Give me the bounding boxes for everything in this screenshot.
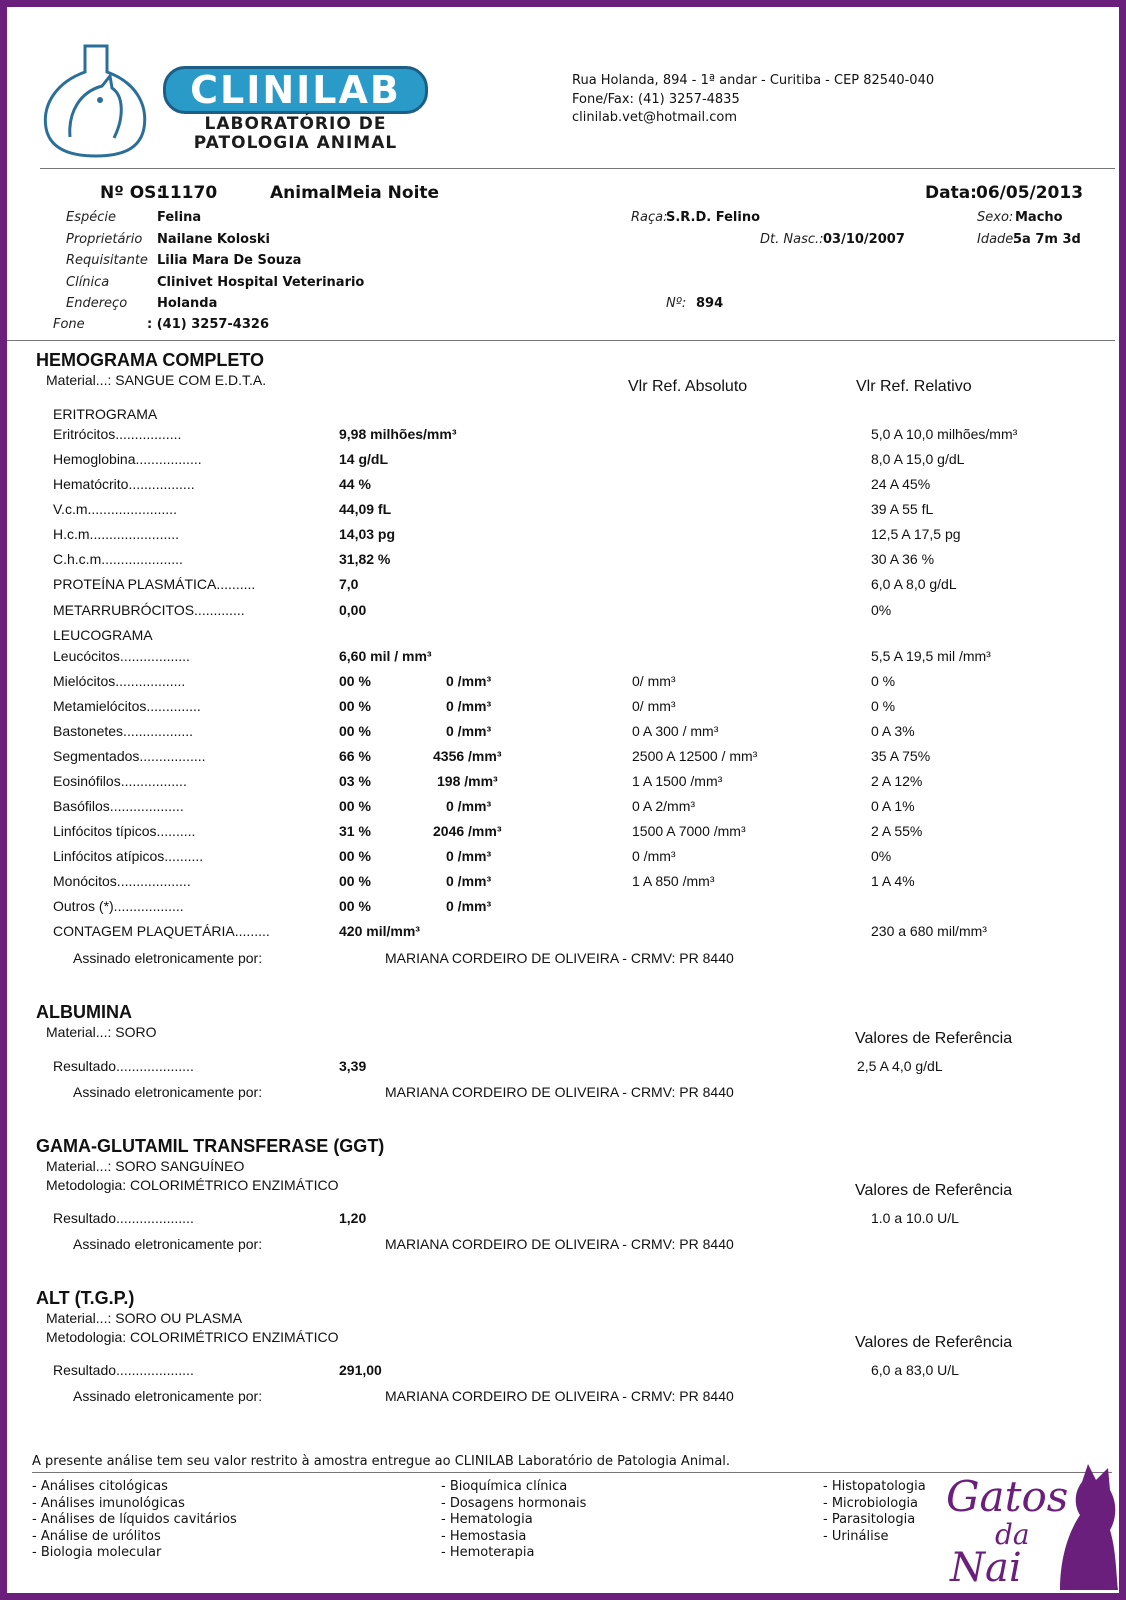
albumina-result-value: 3,39 — [339, 1058, 367, 1074]
albumina-signed-label: Assinado eletronicamente por: — [73, 1084, 263, 1100]
leuco-total-label: Leucócitos.................. — [53, 648, 190, 664]
eritro-row-ref: 30 A 36 % — [871, 551, 935, 567]
service-item: - Bioquímica clínica — [441, 1479, 568, 1494]
leuco-row-abs: 0 /mm³ — [446, 673, 492, 689]
leuco-row-pct: 31 % — [339, 823, 371, 839]
ggt-result-value: 1,20 — [339, 1210, 367, 1226]
leuco-total-ref: 5,5 A 19,5 mil /mm³ — [871, 648, 991, 664]
leuco-row-ref-abs: 1500 A 7000 /mm³ — [632, 823, 746, 839]
eritrograma-label: ERITROGRAMA — [53, 406, 158, 422]
watermark-line3: Nai — [950, 1545, 1022, 1591]
footer-services-col3 — [823, 1479, 926, 1545]
leuco-row-abs: 0 /mm³ — [446, 798, 492, 814]
os-value: 11170 — [158, 183, 218, 203]
os-label: Nº OS: — [100, 183, 164, 203]
eritro-row-value: 44 % — [339, 476, 371, 492]
eritro-row-label: Hemoglobina................. — [53, 451, 202, 467]
eritro-row-ref: 12,5 A 17,5 pg — [871, 526, 961, 542]
plaquetas-ref: 230 a 680 mil/mm³ — [871, 923, 987, 939]
date-label: Data: — [925, 183, 977, 203]
nasc-value: 03/10/2007 — [823, 232, 905, 247]
hemograma-signed-label: Assinado eletronicamente por: — [73, 950, 263, 966]
leuco-row-label: Metamielócitos.............. — [53, 698, 201, 714]
hemograma-title: HEMOGRAMA COMPLETO — [36, 350, 264, 370]
service-item: - Parasitologia — [823, 1512, 916, 1527]
sexo-label: Sexo: — [977, 210, 1014, 225]
leuco-row-label: Basófilos................... — [53, 798, 184, 814]
ref-abs-header: Vlr Ref. Absoluto — [628, 378, 748, 395]
leuco-row-pct: 00 % — [339, 673, 371, 689]
numero-value: 894 — [696, 296, 724, 311]
leuco-total-value: 6,60 mil / mm³ — [339, 648, 432, 664]
eritro-row-value: 14,03 pg — [339, 526, 396, 542]
eritro-row-ref: 5,0 A 10,0 milhões/mm³ — [871, 426, 1018, 442]
footer-services-col1 — [32, 1479, 237, 1562]
ggt-result-label: Resultado.................... — [53, 1210, 194, 1226]
alt-method: Metodologia: COLORIMÉTRICO ENZIMÁTICO — [46, 1329, 339, 1345]
service-item: - Dosagens hormonais — [441, 1495, 587, 1511]
leuco-row-ref-rel: 2 A 55% — [871, 823, 923, 839]
ggt-ref-header: Valores de Referência — [855, 1182, 1013, 1199]
logo-wordmark-box — [163, 66, 428, 114]
ggt-material: Material...: SORO SANGUÍNEO — [46, 1158, 245, 1174]
eritro-row-label: Eritrócitos................. — [53, 426, 182, 442]
leuco-row-ref-rel: 35 A 75% — [871, 748, 931, 764]
leuco-row-label: Outros (*).................. — [53, 898, 184, 914]
leuco-row-pct: 66 % — [339, 748, 371, 764]
leucograma-label: LEUCOGRAMA — [53, 627, 153, 643]
logo-subtitle-2: PATOLOGIA ANIMAL — [193, 133, 398, 153]
animal-label: Animal: — [270, 183, 343, 203]
lab-phone: Fone/Fax: (41) 3257-4835 — [572, 92, 740, 107]
leuco-row-label: Monócitos................... — [53, 873, 191, 889]
sexo-value: Macho — [1015, 210, 1063, 225]
eritro-row-label: Hematócrito................. — [53, 476, 195, 492]
leuco-row-abs: 0 /mm³ — [446, 723, 492, 739]
especie-value: Felina — [157, 210, 202, 225]
logo-subtitle-1: LABORATÓRIO DE — [204, 114, 387, 134]
service-item: - Análises imunológicas — [32, 1495, 185, 1511]
nasc-label: Dt. Nasc.: — [760, 232, 824, 247]
eritro-row-value: 9,98 milhões/mm³ — [339, 426, 457, 442]
leuco-row-label: Eosinófilos................. — [53, 773, 187, 789]
leuco-row-abs: 4356 /mm³ — [433, 748, 502, 764]
idade-label: Idade: — [977, 232, 1018, 247]
eritro-row-value: 31,82 % — [339, 551, 391, 567]
leuco-row-pct: 00 % — [339, 898, 371, 914]
date-value: 06/05/2013 — [976, 183, 1084, 203]
leuco-row-pct: 00 % — [339, 798, 371, 814]
eritro-row-ref: 6,0 A 8,0 g/dL — [871, 576, 957, 592]
header-divider — [40, 168, 1115, 169]
eritro-row-label: V.c.m....................... — [53, 501, 177, 517]
plaquetas-label: CONTAGEM PLAQUETÁRIA......... — [53, 923, 270, 939]
hemograma-signed-by: MARIANA CORDEIRO DE OLIVEIRA - CRMV: PR 8440 — [385, 950, 734, 966]
raca-value: S.R.D. Felino — [666, 210, 761, 225]
leuco-row-ref-abs: 1 A 1500 /mm³ — [632, 773, 723, 789]
leuco-row-label: Bastonetes.................. — [53, 723, 194, 739]
alt-result-label: Resultado.................... — [53, 1362, 194, 1378]
numero-label: Nº: — [666, 296, 687, 311]
leuco-row-abs: 0 /mm³ — [446, 848, 492, 864]
leuco-row-ref-rel: 0 A 1% — [871, 798, 915, 814]
clinica-label: Clínica — [66, 275, 110, 290]
eritro-row-label: H.c.m....................... — [53, 526, 180, 542]
ref-rel-header: Vlr Ref. Relativo — [856, 378, 972, 395]
leuco-row-ref-abs: 0 /mm³ — [632, 848, 676, 864]
albumina-ref-header: Valores de Referência — [855, 1030, 1013, 1047]
leuco-row-pct: 00 % — [339, 873, 371, 889]
leuco-row-label: Linfócitos típicos.......... — [53, 823, 196, 839]
eritro-row-ref: 8,0 A 15,0 g/dL — [871, 451, 965, 467]
leuco-row-ref-rel: 1 A 4% — [871, 873, 915, 889]
alt-result-value: 291,00 — [339, 1362, 382, 1378]
footer-services-col2 — [441, 1479, 586, 1562]
lab-address: Rua Holanda, 894 - 1ª andar - Curitiba - CEP 82540-040 — [572, 73, 935, 88]
fone-value: : (41) 3257-4326 — [147, 317, 269, 332]
leuco-row-pct: 00 % — [339, 723, 371, 739]
albumina-signed-by: MARIANA CORDEIRO DE OLIVEIRA - CRMV: PR 8440 — [385, 1084, 734, 1100]
service-item: - Hematologia — [441, 1512, 533, 1527]
leuco-row-pct: 00 % — [339, 848, 371, 864]
fone-label: Fone — [53, 317, 85, 332]
service-item: - Análise de urólitos — [32, 1528, 161, 1544]
clinica-value: Clinivet Hospital Veterinario — [157, 275, 365, 290]
leuco-row-abs: 0 /mm³ — [446, 898, 492, 914]
endereco-label: Endereço — [66, 296, 128, 311]
leuco-row-ref-abs: 1 A 850 /mm³ — [632, 873, 715, 889]
ggt-method: Metodologia: COLORIMÉTRICO ENZIMÁTICO — [46, 1177, 339, 1193]
albumina-title: ALBUMINA — [36, 1002, 132, 1022]
proprietario-label: Proprietário — [66, 232, 143, 247]
alt-ref: 6,0 a 83,0 U/L — [871, 1362, 959, 1378]
lab-email: clinilab.vet@hotmail.com — [572, 110, 738, 125]
leuco-row-ref-rel: 0 A 3% — [871, 723, 915, 739]
proprietario-value: Nailane Koloski — [157, 232, 270, 247]
leuco-row-ref-rel: 0 % — [871, 673, 896, 689]
ggt-title: GAMA-GLUTAMIL TRANSFERASE (GGT) — [36, 1136, 385, 1156]
leuco-row-label: Linfócitos atípicos.......... — [53, 848, 204, 864]
service-item: - Análises de líquidos cavitários — [32, 1512, 237, 1527]
idade-value: 5a 7m 3d — [1013, 232, 1081, 247]
albumina-result-label: Resultado.................... — [53, 1058, 194, 1074]
requisitante-value: Lilia Mara De Souza — [157, 253, 302, 268]
leuco-row-label: Mielócitos.................. — [53, 673, 186, 689]
eritro-row-value: 7,0 — [339, 576, 359, 592]
service-item: - Análises citológicas — [32, 1479, 168, 1494]
leuco-row-ref-rel: 0 % — [871, 698, 896, 714]
raca-label: Raça: — [631, 210, 668, 225]
service-item: - Histopatologia — [823, 1479, 926, 1494]
logo-wordmark: CLINILAB — [190, 68, 401, 112]
alt-material: Material...: SORO OU PLASMA — [46, 1310, 243, 1326]
leuco-row-ref-abs: 0 A 300 / mm³ — [632, 723, 719, 739]
leuco-row-ref-rel: 2 A 12% — [871, 773, 923, 789]
eritro-row-ref: 39 A 55 fL — [871, 501, 934, 517]
leuco-row-abs: 0 /mm³ — [446, 698, 492, 714]
leuco-row-abs: 0 /mm³ — [446, 873, 492, 889]
footer-disclaimer: A presente análise tem seu valor restrito à amostra entregue ao CLINILAB Laboratório de Patologia Animal. — [32, 1454, 731, 1469]
leuco-row-pct: 03 % — [339, 773, 371, 789]
leuco-row-label: Segmentados................. — [53, 748, 206, 764]
ggt-ref: 1.0 a 10.0 U/L — [871, 1210, 959, 1226]
eritro-row-value: 0,00 — [339, 602, 367, 618]
eritro-row-ref: 0% — [871, 602, 892, 618]
leuco-row-pct: 00 % — [339, 698, 371, 714]
service-item: - Urinálise — [823, 1528, 889, 1544]
eritro-row-label: PROTEÍNA PLASMÁTICA.......... — [53, 576, 256, 592]
ggt-signed-by: MARIANA CORDEIRO DE OLIVEIRA - CRMV: PR 8440 — [385, 1236, 734, 1252]
plaquetas-value: 420 mil/mm³ — [339, 923, 420, 939]
service-item: - Biologia molecular — [32, 1545, 162, 1560]
eritro-row-ref: 24 A 45% — [871, 476, 931, 492]
horse-bottle-logo-icon — [40, 42, 152, 158]
leuco-row-ref-rel: 0% — [871, 848, 892, 864]
animal-value: Meia Noite — [336, 183, 440, 203]
endereco-value: Holanda — [157, 296, 218, 311]
alt-signed-label: Assinado eletronicamente por: — [73, 1388, 263, 1404]
hemograma-material: Material...: SANGUE COM E.D.T.A. — [46, 372, 267, 388]
service-item: - Microbiologia — [823, 1495, 919, 1511]
alt-signed-by: MARIANA CORDEIRO DE OLIVEIRA - CRMV: PR 8440 — [385, 1388, 734, 1404]
leuco-row-ref-abs: 0 A 2/mm³ — [632, 798, 696, 814]
eritro-row-value: 14 g/dL — [339, 451, 389, 467]
albumina-ref: 2,5 A 4,0 g/dL — [857, 1058, 943, 1074]
leuco-row-ref-abs: 2500 A 12500 / mm³ — [632, 748, 758, 764]
watermark-line2: da — [995, 1518, 1030, 1551]
eritro-row-label: METARRUBRÓCITOS............. — [53, 602, 245, 618]
watermark-line1: Gatos — [946, 1472, 1069, 1521]
service-item: - Hemoterapia — [441, 1545, 535, 1560]
alt-title: ALT (T.G.P.) — [36, 1288, 135, 1308]
leuco-row-ref-abs: 0/ mm³ — [632, 673, 676, 689]
alt-ref-header: Valores de Referência — [855, 1334, 1013, 1351]
ggt-signed-label: Assinado eletronicamente por: — [73, 1236, 263, 1252]
eritro-row-value: 44,09 fL — [339, 501, 392, 517]
leuco-row-abs: 2046 /mm³ — [433, 823, 502, 839]
leuco-row-ref-abs: 0/ mm³ — [632, 698, 676, 714]
albumina-material: Material...: SORO — [46, 1024, 157, 1040]
patient-divider — [7, 340, 1115, 341]
requisitante-label: Requisitante — [66, 253, 148, 268]
service-item: - Hemostasia — [441, 1528, 527, 1544]
especie-label: Espécie — [66, 210, 116, 225]
eritro-row-label: C.h.c.m..................... — [53, 551, 183, 567]
leuco-row-abs: 198 /mm³ — [437, 773, 498, 789]
